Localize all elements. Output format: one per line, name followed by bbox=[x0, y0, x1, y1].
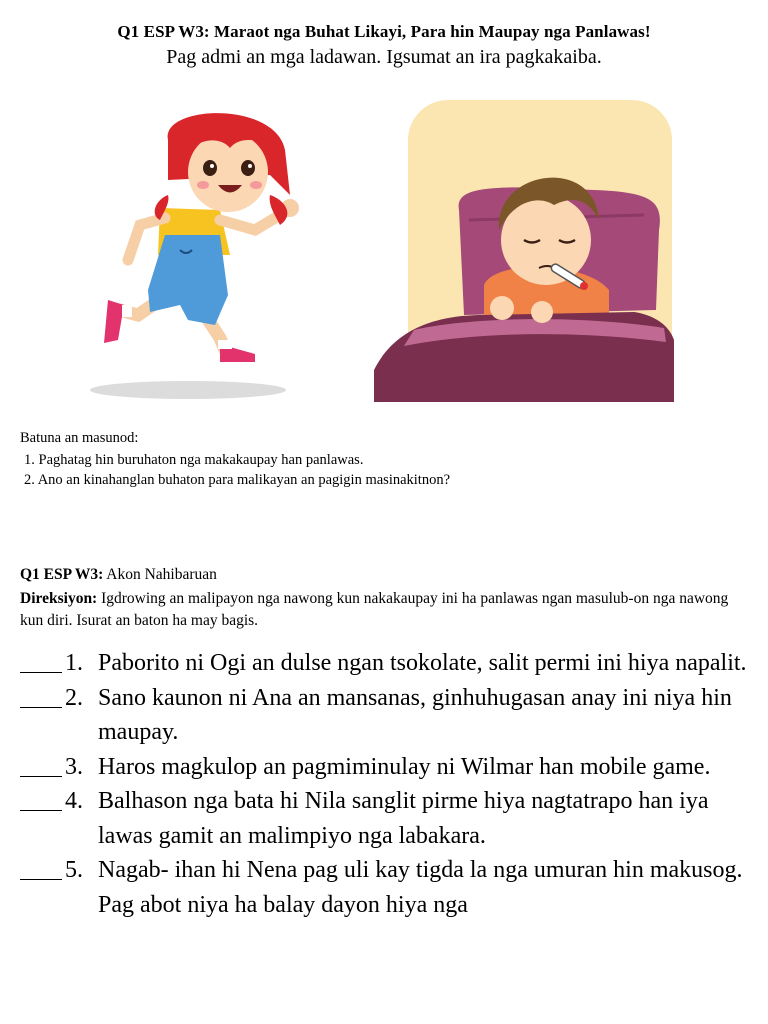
section2-heading bbox=[20, 566, 217, 584]
question-number: 5. bbox=[65, 857, 83, 883]
instructions-label: Batuna an masunod: bbox=[20, 430, 139, 446]
question-text: Nagab- ihan hi Nena pag uli kay tigda la nga umuran hin makusog. Pag abot niya ha balay dayon hiya nga bbox=[98, 857, 743, 918]
question-item bbox=[20, 750, 760, 785]
direction-text bbox=[20, 588, 755, 632]
instructions-list bbox=[24, 450, 450, 490]
section2-heading-rest: Akon Nahibaruan bbox=[103, 566, 217, 583]
sick-boy-in-bed-illustration bbox=[374, 100, 678, 402]
question-item bbox=[20, 681, 760, 750]
direction-body: Igdrowing an malipayon nga nawong kun nakakaupay ini ha panlawas ngan masulub-on nga nawong kun diri. Isurat an baton ha may bagis. bbox=[20, 590, 729, 629]
question-number: 4. bbox=[65, 788, 83, 814]
answer-blank[interactable] bbox=[20, 750, 64, 785]
question-text: Balhason nga bata hi Nila sanglit pirme hiya nagtatrapo han iya lawas gamit an malimpiyo nga labakara. bbox=[98, 788, 709, 849]
answer-blank[interactable] bbox=[20, 784, 64, 819]
answer-blank[interactable] bbox=[20, 681, 64, 716]
question-number: 2. bbox=[65, 684, 83, 711]
question-item bbox=[20, 784, 760, 853]
instruction-item: 1. Paghatag hin buruhaton nga makakaupay han panlawas. bbox=[24, 452, 364, 468]
page-subtitle: Pag admi an mga ladawan. Igsumat an ira pagkakaiba. bbox=[166, 46, 602, 68]
page-title: Q1 ESP W3: Maraot nga Buhat Likayi, Para hin Maupay nga Panlawas! bbox=[117, 22, 651, 41]
question-list bbox=[20, 646, 760, 922]
question-number: 3. bbox=[65, 753, 83, 780]
question-text: Sano kaunon ni Ana an mansanas, ginhuhugasan anay ini niya hin maupay. bbox=[98, 684, 732, 745]
question-number: 1. bbox=[65, 650, 83, 676]
answer-blank[interactable] bbox=[20, 853, 64, 888]
question-item bbox=[20, 646, 760, 681]
question-text: Paborito ni Ogi an dulse ngan tsokolate, salit permi ini hiya napalit. bbox=[98, 650, 747, 676]
direction-label: Direksiyon: bbox=[20, 590, 98, 607]
section2-heading-bold: Q1 ESP W3: bbox=[20, 566, 104, 583]
shadow bbox=[90, 381, 286, 399]
front-shoe bbox=[220, 347, 255, 362]
back-shoe bbox=[104, 300, 124, 343]
question-text: Haros magkulop an pagmiminulay ni Wilmar han mobile game. bbox=[98, 753, 711, 780]
instruction-item: 2. Ano an kinahanglan buhaton para malikayan an pagigin masinakitnon? bbox=[24, 472, 451, 488]
running-girl-illustration bbox=[80, 100, 320, 405]
question-item bbox=[20, 853, 760, 922]
answer-blank[interactable] bbox=[20, 646, 64, 681]
